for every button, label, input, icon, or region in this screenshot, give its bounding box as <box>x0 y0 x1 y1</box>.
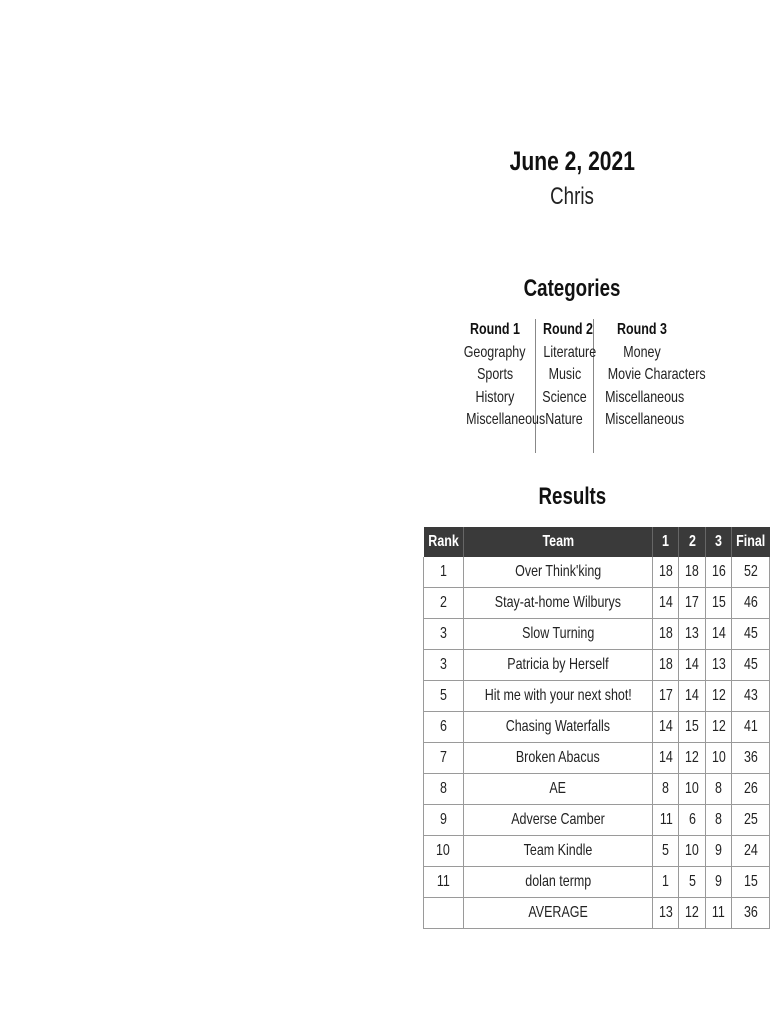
final-score-cell: 45 <box>732 619 770 650</box>
round-3-score-cell: 8 <box>705 805 731 836</box>
round-1-score-cell: 14 <box>653 712 679 743</box>
team-cell: Over Think'king <box>463 557 653 588</box>
round-3-score-cell: 9 <box>705 836 731 867</box>
results-body <box>424 557 770 929</box>
rank-cell: 1 <box>424 557 464 588</box>
round-2-category: Literature <box>543 343 597 361</box>
team-cell: Chasing Waterfalls <box>463 712 653 743</box>
table-row <box>424 588 770 619</box>
round-3-score-cell: 13 <box>705 650 731 681</box>
column-header-final: Final <box>732 527 770 557</box>
round-2-score-cell: 17 <box>679 588 705 619</box>
round-1-score-cell: 18 <box>653 650 679 681</box>
round-2-category: Nature <box>545 411 584 428</box>
rank-cell: 8 <box>424 774 464 805</box>
final-score-cell: 45 <box>732 650 770 681</box>
round-3-category: Money <box>623 343 661 361</box>
round-1-title: Round 1 <box>470 321 520 338</box>
round-1-category: History <box>475 388 515 406</box>
results-table <box>423 527 770 929</box>
final-score-cell: 36 <box>732 743 770 774</box>
team-cell: AVERAGE <box>463 898 653 929</box>
final-score-cell: 41 <box>732 712 770 743</box>
round-3-score-cell: 11 <box>705 898 731 929</box>
round-1-score-cell: 1 <box>653 867 679 898</box>
table-row <box>424 557 770 588</box>
round-3-score-cell: 16 <box>705 557 731 588</box>
column-header-team: Team <box>463 527 653 557</box>
rank-cell: 3 <box>424 650 464 681</box>
round-3-title: Round 3 <box>617 321 667 338</box>
final-score-cell: 46 <box>732 588 770 619</box>
round-3-score-cell: 12 <box>705 712 731 743</box>
team-cell: Stay-at-home Wilburys <box>463 588 653 619</box>
rank-cell <box>424 898 464 929</box>
team-cell: Team Kindle <box>463 836 653 867</box>
round-3-score-cell: 8 <box>705 774 731 805</box>
round-2-score-cell: 5 <box>679 867 705 898</box>
team-cell: Broken Abacus <box>463 743 653 774</box>
table-row <box>424 867 770 898</box>
round-1-score-cell: 11 <box>653 805 679 836</box>
average-row <box>424 898 770 929</box>
round-3-category: Movie Characters <box>607 366 706 383</box>
team-cell: Adverse Camber <box>463 805 653 836</box>
final-score-cell: 15 <box>732 867 770 898</box>
team-cell: Hit me with your next shot! <box>463 681 653 712</box>
table-row <box>424 681 770 712</box>
rank-cell: 11 <box>424 867 464 898</box>
column-header-rank: Rank <box>424 527 464 557</box>
round-1-score-cell: 14 <box>653 743 679 774</box>
round-2-score-cell: 15 <box>679 712 705 743</box>
round-3-score-cell: 9 <box>705 867 731 898</box>
column-header-round-1: 1 <box>653 527 679 557</box>
round-1-score-cell: 13 <box>653 898 679 929</box>
round-1-category: Miscellaneous <box>466 411 546 428</box>
rank-cell: 10 <box>424 836 464 867</box>
round-3-category: Miscellaneous <box>605 411 685 428</box>
final-score-cell: 36 <box>732 898 770 929</box>
round-3-score-cell: 14 <box>705 619 731 650</box>
round-2-score-cell: 12 <box>679 743 705 774</box>
round-2-score-cell: 14 <box>679 650 705 681</box>
round-2-score-cell: 13 <box>679 619 705 650</box>
round-1-category: Sports <box>476 366 514 383</box>
round-2-score-cell: 10 <box>679 836 705 867</box>
rank-cell: 9 <box>424 805 464 836</box>
table-row <box>424 805 770 836</box>
categories-heading: Categories <box>523 275 621 302</box>
round-1-score-cell: 8 <box>653 774 679 805</box>
round-1-score-cell: 18 <box>653 619 679 650</box>
round-2-score-cell: 6 <box>679 805 705 836</box>
table-row <box>424 650 770 681</box>
table-row <box>424 619 770 650</box>
round-3-score-cell: 15 <box>705 588 731 619</box>
table-row <box>424 836 770 867</box>
round-1-score-cell: 17 <box>653 681 679 712</box>
rank-cell: 7 <box>424 743 464 774</box>
round-3-column <box>594 319 706 453</box>
rank-cell: 3 <box>424 619 464 650</box>
team-cell: Slow Turning <box>463 619 653 650</box>
round-2-score-cell: 12 <box>679 898 705 929</box>
round-3-category: Miscellaneous <box>605 388 685 406</box>
team-cell: Patricia by Herself <box>463 650 653 681</box>
round-1-column <box>455 319 546 453</box>
column-header-round-2: 2 <box>679 527 705 557</box>
round-2-score-cell: 14 <box>679 681 705 712</box>
final-score-cell: 26 <box>732 774 770 805</box>
table-row <box>424 743 770 774</box>
column-header-round-3: 3 <box>705 527 731 557</box>
table-row <box>424 712 770 743</box>
table-row <box>424 774 770 805</box>
round-3-score-cell: 12 <box>705 681 731 712</box>
round-1-category: Geography <box>464 343 526 361</box>
final-score-cell: 25 <box>732 805 770 836</box>
round-2-category: Music <box>548 366 581 383</box>
results-heading: Results <box>538 483 606 510</box>
round-2-score-cell: 18 <box>679 557 705 588</box>
round-2-score-cell: 10 <box>679 774 705 805</box>
round-1-score-cell: 5 <box>653 836 679 867</box>
quiz-host: Chris <box>550 183 594 210</box>
final-score-cell: 24 <box>732 836 770 867</box>
round-1-score-cell: 18 <box>653 557 679 588</box>
round-3-score-cell: 10 <box>705 743 731 774</box>
rank-cell: 5 <box>424 681 464 712</box>
results-header-row <box>424 527 770 557</box>
final-score-cell: 43 <box>732 681 770 712</box>
final-score-cell: 52 <box>732 557 770 588</box>
categories-grid <box>455 319 706 453</box>
rank-cell: 6 <box>424 712 464 743</box>
round-2-column <box>536 319 597 453</box>
round-2-category: Science <box>542 388 587 406</box>
rank-cell: 2 <box>424 588 464 619</box>
team-cell: AE <box>463 774 653 805</box>
round-2-title: Round 2 <box>543 321 593 338</box>
quiz-date: June 2, 2021 <box>509 146 635 176</box>
round-1-score-cell: 14 <box>653 588 679 619</box>
team-cell: dolan termp <box>463 867 653 898</box>
